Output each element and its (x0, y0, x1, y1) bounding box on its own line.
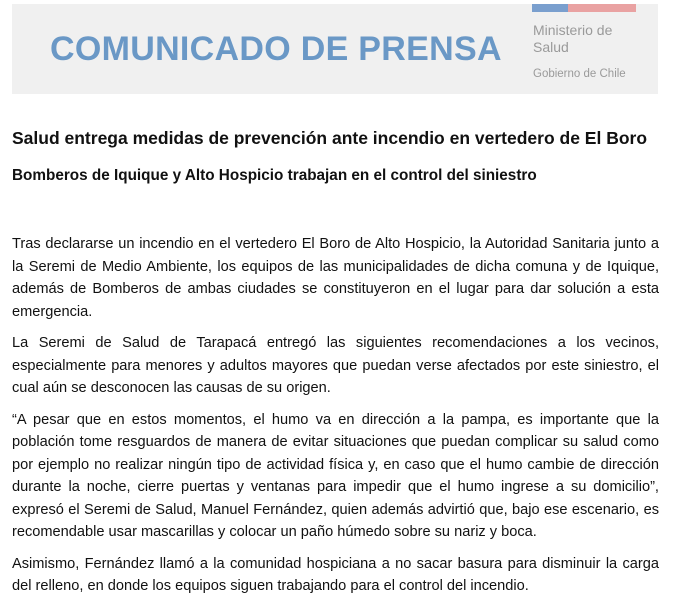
ministry-name-line1: Ministerio de (533, 22, 613, 38)
chile-flag-bar (532, 4, 636, 12)
ministry-logo-text (533, 22, 612, 56)
paragraph-2: La Seremi de Salud de Tarapacá entregó las siguientes recomendaciones a los vecinos, especialmente para menores y adultos mayores que puedan verse afectados por este siniestro, el cual aún se desconocen las causas de su origen. (12, 335, 659, 396)
paragraph-1: Tras declararse un incendio en el vertedero El Boro de Alto Hospicio, la Autoridad Sanitaria junto a la Seremi de Medio Ambiente, los equipos de las municipalidades de dicha comuna y de Iquique, además de Bomberos de ambas ciudades se constituyeron en el lugar para dar solución a esta emergencia. (12, 236, 659, 320)
paragraph-3-quote: “A pesar que en estos momentos, el humo va en dirección a la pampa, es importante que la población tome resguardos de manera de evitar situaciones que puedan complicar su salud como por ejemplo no realizar ningún tipo de actividad física y, en caso que el humo cambie de dirección durante la noche, cierre puertas y ventanas para impedir que el humo ingrese a su domicilio”, expresó el Seremi de Salud, Manuel Fernández, quien además advirtió que, bajo ese escenario, es recomendable usar mascarillas y colocar un paño húmedo sobre su nariz y boca. (12, 411, 659, 540)
article-subheadline: Bomberos de Iquique y Alto Hospicio trabajan en el control del siniestro (12, 167, 537, 184)
article-body (12, 233, 659, 607)
government-label: Gobierno de Chile (533, 68, 626, 80)
press-release-banner (12, 4, 658, 94)
article-headline: Salud entrega medidas de prevención ante incendio en vertedero de El Boro (12, 128, 648, 148)
paragraph-4: Asimismo, Fernández llamó a la comunidad hospiciana a no sacar basura para disminuir la carga del relleno, en donde los equipos siguen trabajando para el control del incendio. (12, 555, 659, 594)
flag-blue-stripe (532, 4, 568, 12)
ministry-name-line2: Salud (533, 39, 569, 55)
flag-red-stripe (568, 4, 636, 12)
banner-title: COMUNICADO DE PRENSA (50, 30, 502, 68)
